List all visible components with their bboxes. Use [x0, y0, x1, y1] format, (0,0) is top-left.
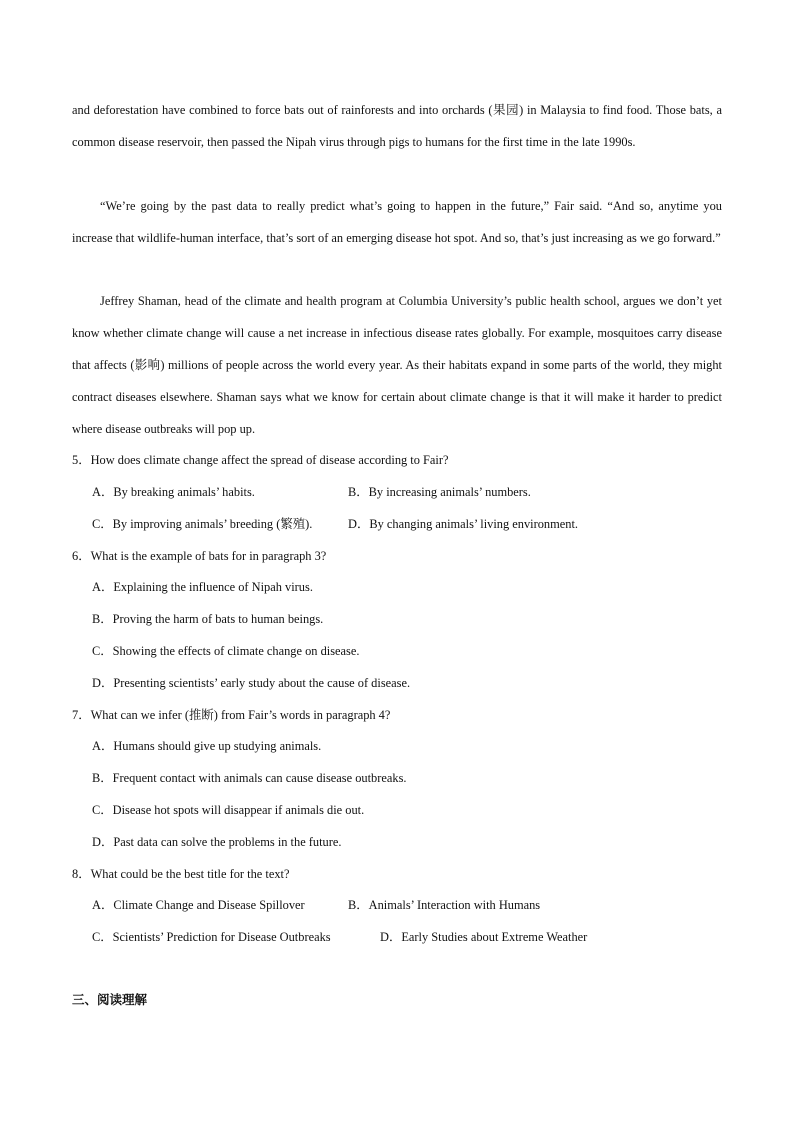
question-5-stem: 5．How does climate change affect the spread of disease according to Fair? — [72, 453, 449, 467]
question-6-option-c[interactable]: C．Showing the effects of climate change on disease. — [92, 644, 360, 658]
question-7-option-b[interactable]: B．Frequent contact with animals can cause disease outbreaks. — [92, 771, 407, 785]
question-8-stem: 8．What could be the best title for the text? — [72, 867, 290, 881]
question-5-option-b[interactable]: B．By increasing animals’ numbers. — [348, 485, 531, 499]
section-heading: 三、阅读理解 — [72, 992, 148, 1007]
question-5-option-c[interactable]: C．By improving animals’ breeding (繁殖). — [92, 517, 313, 531]
question-5-option-a[interactable]: A．By breaking animals’ habits. — [92, 485, 255, 499]
question-8-option-a[interactable]: A．Climate Change and Disease Spillover — [92, 898, 305, 912]
question-7-stem: 7．What can we infer (推断) from Fair’s words in paragraph 4? — [72, 708, 391, 722]
passage-paragraph-1: and deforestation have combined to force bats out of rainforests and into orchards (果园) in Malaysia to find food. Those bats, a common disease reservoir, then passed the Nipah virus through pigs to humans for the first time in the late 1990s. — [72, 103, 722, 149]
question-7-option-c[interactable]: C．Disease hot spots will disappear if animals die out. — [92, 803, 365, 817]
question-5-option-d[interactable]: D．By changing animals’ living environment. — [348, 517, 578, 531]
question-7-option-a[interactable]: A．Humans should give up studying animals. — [92, 739, 322, 753]
question-8-option-d[interactable]: D．Early Studies about Extreme Weather — [380, 930, 588, 944]
question-6-stem: 6．What is the example of bats for in paragraph 3? — [72, 549, 327, 563]
question-6-option-a[interactable]: A．Explaining the influence of Nipah virus. — [92, 580, 313, 594]
question-8-option-b[interactable]: B．Animals’ Interaction with Humans — [348, 898, 541, 912]
question-7-option-d[interactable]: D．Past data can solve the problems in the future. — [92, 835, 342, 849]
passage-paragraph-3: Jeffrey Shaman, head of the climate and health program at Columbia University’s public health school, argues we don’t yet know whether climate change will cause a net increase in infectious disease rates globally. For example, mosquitoes carry disease that affects (影响) millions of people across the world every year. As their habitats expand in some parts of the world, they might contract diseases elsewhere. Shaman says what we know for certain about climate change is that it will make it harder to predict where disease outbreaks will pop up. — [72, 294, 722, 436]
question-6-option-b[interactable]: B．Proving the harm of bats to human beings. — [92, 612, 324, 626]
question-8-option-c[interactable]: C．Scientists’ Prediction for Disease Outbreaks — [92, 930, 331, 944]
passage-paragraph-2: “We’re going by the past data to really predict what’s going to happen in the future,” Fair said. “And so, anytime you increase that wildlife-human interface, that’s sort of an emerging disease hot spot. And so, that’s just increasing as we go forward.” — [72, 199, 722, 245]
question-6-option-d[interactable]: D．Presenting scientists’ early study about the cause of disease. — [92, 676, 411, 690]
